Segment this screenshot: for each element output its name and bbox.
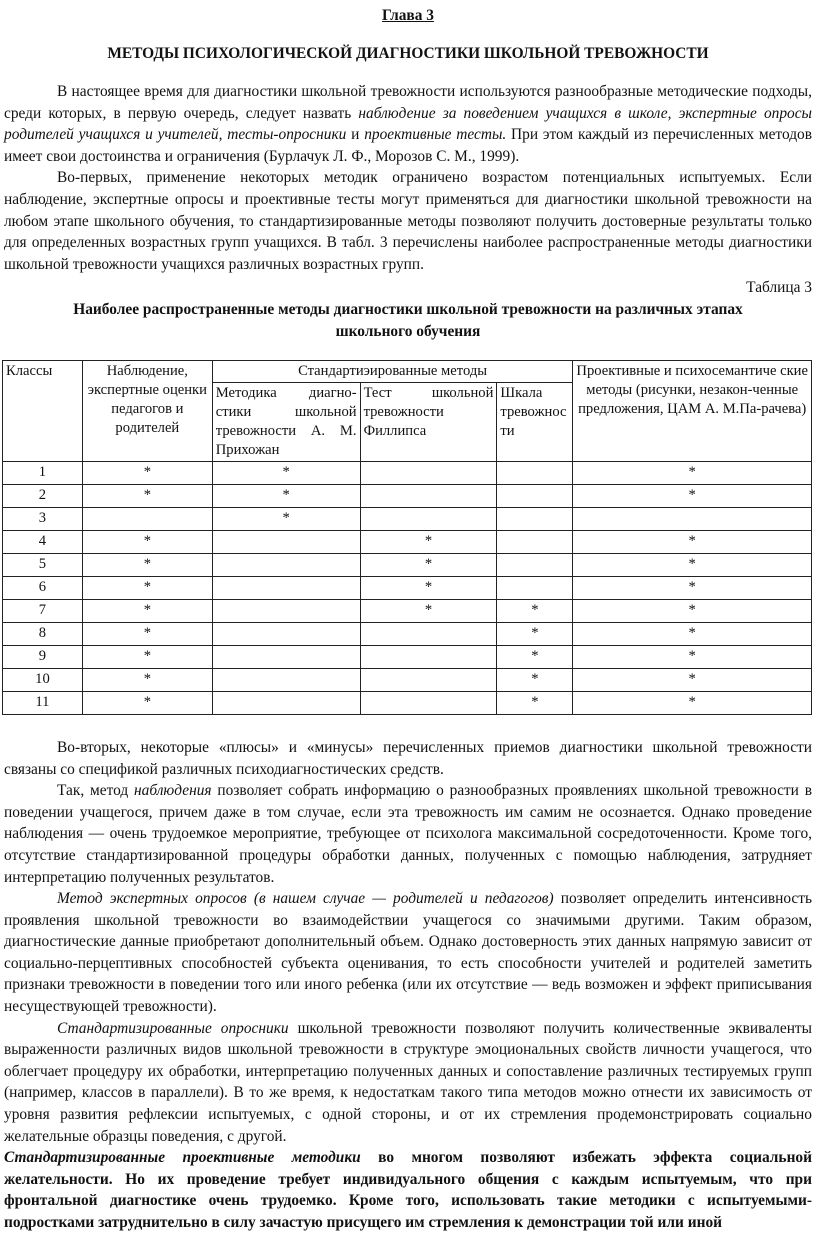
paragraph-expert-survey <box>4 888 812 1018</box>
table-cell-cls: 7 <box>3 599 83 622</box>
document-page <box>4 0 812 1234</box>
table-cell-pri: * <box>212 507 360 530</box>
table-cell-scl <box>497 461 573 484</box>
table-cell-cls: 11 <box>3 691 83 714</box>
table-row <box>3 576 812 599</box>
table-cell-cls: 8 <box>3 622 83 645</box>
table-cell-phi <box>360 691 497 714</box>
table-cell-prj: * <box>573 576 812 599</box>
text-run: позволяет определить интенсивность проявления школьной тревожности во взаимодействии учащегося со значимыми другими. Таким образом, диагностические данные приобретают дополнительный объем. Однако достоверность этих данных напрямую зависит от социально-перцептивных способностей субъекта оценивания, то есть способности учителей и родителей заметить признаки тревожности в поведении того или иного ребенка (или их отсутствие — ведь возможен и эффект приписывания несуществующей тревожности). <box>4 890 812 1016</box>
text-run: В настоящее время для диагностики школьной тревожности используются разнообразные методические подходы, среди которых, в первую очередь, следует назвать <box>4 83 812 122</box>
paragraph-questionnaires <box>4 1018 812 1148</box>
table-cell-prj: * <box>573 622 812 645</box>
table-cell-obs: * <box>82 553 212 576</box>
header-phillips: Тест школьной тревожности Филлипса <box>360 382 497 461</box>
table-cell-cls: 1 <box>3 461 83 484</box>
table-cell-scl <box>497 553 573 576</box>
table-cell-phi: * <box>360 553 497 576</box>
table-row <box>3 668 812 691</box>
table-cell-prj: * <box>573 530 812 553</box>
table-row <box>3 691 812 714</box>
table-cell-pri <box>212 599 360 622</box>
table-cell-scl: * <box>497 645 573 668</box>
paragraph-observation <box>4 780 812 888</box>
table-cell-pri <box>212 530 360 553</box>
table-row <box>3 553 812 576</box>
paragraph-second-point: Во-вторых, некоторые «плюсы» и «минусы» перечисленных приемов диагностики школьной тревожности связаны со спецификой различных психодиагностических средств. <box>4 738 812 778</box>
chapter-title: МЕТОДЫ ПСИХОЛОГИЧЕСКОЙ ДИАГНОСТИКИ ШКОЛЬНОЙ ТРЕВОЖНОСТИ <box>107 45 709 62</box>
table-cell-pri <box>212 645 360 668</box>
table-cell-obs: * <box>82 691 212 714</box>
table-cell-obs: * <box>82 599 212 622</box>
table-cell-phi: * <box>360 599 497 622</box>
table-row <box>3 599 812 622</box>
table-cell-pri: * <box>212 461 360 484</box>
table-header-row <box>3 360 812 382</box>
table-cell-phi <box>360 622 497 645</box>
header-classes: Классы <box>3 360 83 461</box>
table-cell-phi: * <box>360 576 497 599</box>
text-run-italic: Стандартизированные проективные методики <box>4 1149 361 1167</box>
table-cell-obs: * <box>82 461 212 484</box>
text-run: во многом позволяют избежать эффекта социальной желательности. Но их проведение требует индивидуального общения с каждым испытуемым, что при фронтальной диагностике очень трудоемко. Кроме того, использовать такие методики с испытуемыми-подростками затруднительно в силу зачастую присущего им стремления к демонстрации той или иной <box>4 1149 812 1231</box>
text-run-italic: Метод экспертных опросов (в нашем случае — родителей и педагогов) <box>57 890 554 908</box>
text-run: и <box>346 126 365 144</box>
table-row <box>3 484 812 507</box>
table-cell-prj: * <box>573 668 812 691</box>
table-cell-scl <box>497 530 573 553</box>
table-cell-phi <box>360 668 497 691</box>
chapter-heading: Глава 3 <box>382 7 434 24</box>
table-cell-obs: * <box>82 622 212 645</box>
table-cell-obs: * <box>82 530 212 553</box>
text-run: Так, метод <box>57 782 135 800</box>
table-cell-cls: 3 <box>3 507 83 530</box>
table-cell-prj: * <box>573 553 812 576</box>
header-prikhozhan: Методика диагно-стики школьной тревожности А. М. Прихожан <box>212 382 360 461</box>
table-cell-prj: * <box>573 461 812 484</box>
text-run: При этом каждый из перечисленных методов имеет свои достоинства и ограничения (Бурлачук Л. Ф., Морозов С. М., 1999). <box>4 126 812 165</box>
table-cell-scl: * <box>497 622 573 645</box>
table-row <box>3 622 812 645</box>
table-cell-pri <box>212 691 360 714</box>
table-cell-cls: 5 <box>3 553 83 576</box>
text-run-italic: наблюдения <box>134 782 212 800</box>
table-cell-pri <box>212 622 360 645</box>
paragraph-intro <box>4 81 812 167</box>
table-cell-prj: * <box>573 484 812 507</box>
table-cell-obs: * <box>82 576 212 599</box>
table-cell-scl <box>497 507 573 530</box>
text-run: позволяет собрать информацию о разнообразных проявлениях школьной тревожности в поведении учащегося, причем даже в том случае, если эта тревожность им самим не осознается. Однако проведение наблюдения — очень трудоемкое мероприятие, требующее от психолога максимальной сосредоточенности. Кроме того, отсутствие стандартизированной процедуры обработки данных, полученных с помощью наблюдения, затрудняет интерпретацию полученных результатов. <box>4 782 812 886</box>
table-cell-pri: * <box>212 484 360 507</box>
header-observation: Наблюдение, экспертные оценки педагогов и родителей <box>82 360 212 461</box>
header-projective: Проективные и психосемантиче ские методы (рисунки, незакон-ченные предложения, ЦАМ А. М.Па-рачева) <box>573 360 812 461</box>
table-cell-prj <box>573 507 812 530</box>
table-cell-cls: 9 <box>3 645 83 668</box>
table-cell-phi <box>360 461 497 484</box>
table-cell-cls: 4 <box>3 530 83 553</box>
table-cell-prj: * <box>573 599 812 622</box>
table-cell-prj: * <box>573 645 812 668</box>
table-cell-phi: * <box>360 530 497 553</box>
table-cell-obs <box>82 507 212 530</box>
paragraph-first-point: Во-первых, применение некоторых методик ограничено возрастом потенциальных испытуемых. Если наблюдение, экспертные опросы и проективные тесты могут применяться для диагностики школьной тревожности на любом этапе школьного обучения, то стандартизированные методы позволяют получить достоверные результаты только для определенных возрастных групп учащихся. В табл. 3 перечислены наиболее распространенные методы диагностики школьной тревожности учащихся различных возрастных групп. <box>4 169 812 273</box>
table-cell-pri <box>212 576 360 599</box>
table-cell-scl: * <box>497 668 573 691</box>
text-run-italic: Стандартизированные опросники <box>57 1019 289 1037</box>
text-run-italic: наблюдение за поведением учащихся в школе, экспертные опросы родителей учащихся и учителей, тесты-опросники <box>4 104 812 144</box>
table-cell-pri <box>212 553 360 576</box>
table-cell-obs: * <box>82 645 212 668</box>
table-cell-cls: 10 <box>3 668 83 691</box>
table-cell-scl: * <box>497 599 573 622</box>
table-cell-phi <box>360 484 497 507</box>
table-row <box>3 461 812 484</box>
table-cell-phi <box>360 645 497 668</box>
table-title: Наиболее распространенные методы диагностики школьной тревожности на различных этапах школьного обучения <box>73 300 743 340</box>
header-scale: Шкала тревожнос ти <box>497 382 573 461</box>
table-row <box>3 530 812 553</box>
table-cell-scl: * <box>497 691 573 714</box>
table-cell-obs: * <box>82 668 212 691</box>
table-label: Таблица 3 <box>746 279 812 297</box>
table-cell-cls: 2 <box>3 484 83 507</box>
table-cell-phi <box>360 507 497 530</box>
table-cell-prj: * <box>573 691 812 714</box>
text-run: школьной тревожности позволяют получить количественные эквиваленты выраженности различных видов школьной тревожности в структуре эмоциональных свойств личности учащегося, что облегчает процедуру их обработки, интерпретацию полученных данных и сопоставление различных тестируемых групп (например, классов в параллели). В то же время, к недостаткам такого типа методов можно отнести их зависимость от уровня развития рефлексии испытуемых, с одной стороны, и от их стремления продемонстрировать социально желательные образцы поведения, с другой. <box>4 1019 812 1145</box>
paragraph-projective <box>4 1147 812 1233</box>
table-cell-cls: 6 <box>3 576 83 599</box>
table-cell-obs: * <box>82 484 212 507</box>
text-run-italic: проективные тесты. <box>364 126 507 144</box>
table-row <box>3 507 812 530</box>
methods-table <box>2 360 812 715</box>
table-cell-pri <box>212 668 360 691</box>
table-cell-scl <box>497 484 573 507</box>
table-cell-scl <box>497 576 573 599</box>
table-row <box>3 645 812 668</box>
header-standardized: Стандартиэированные методы <box>212 360 573 382</box>
